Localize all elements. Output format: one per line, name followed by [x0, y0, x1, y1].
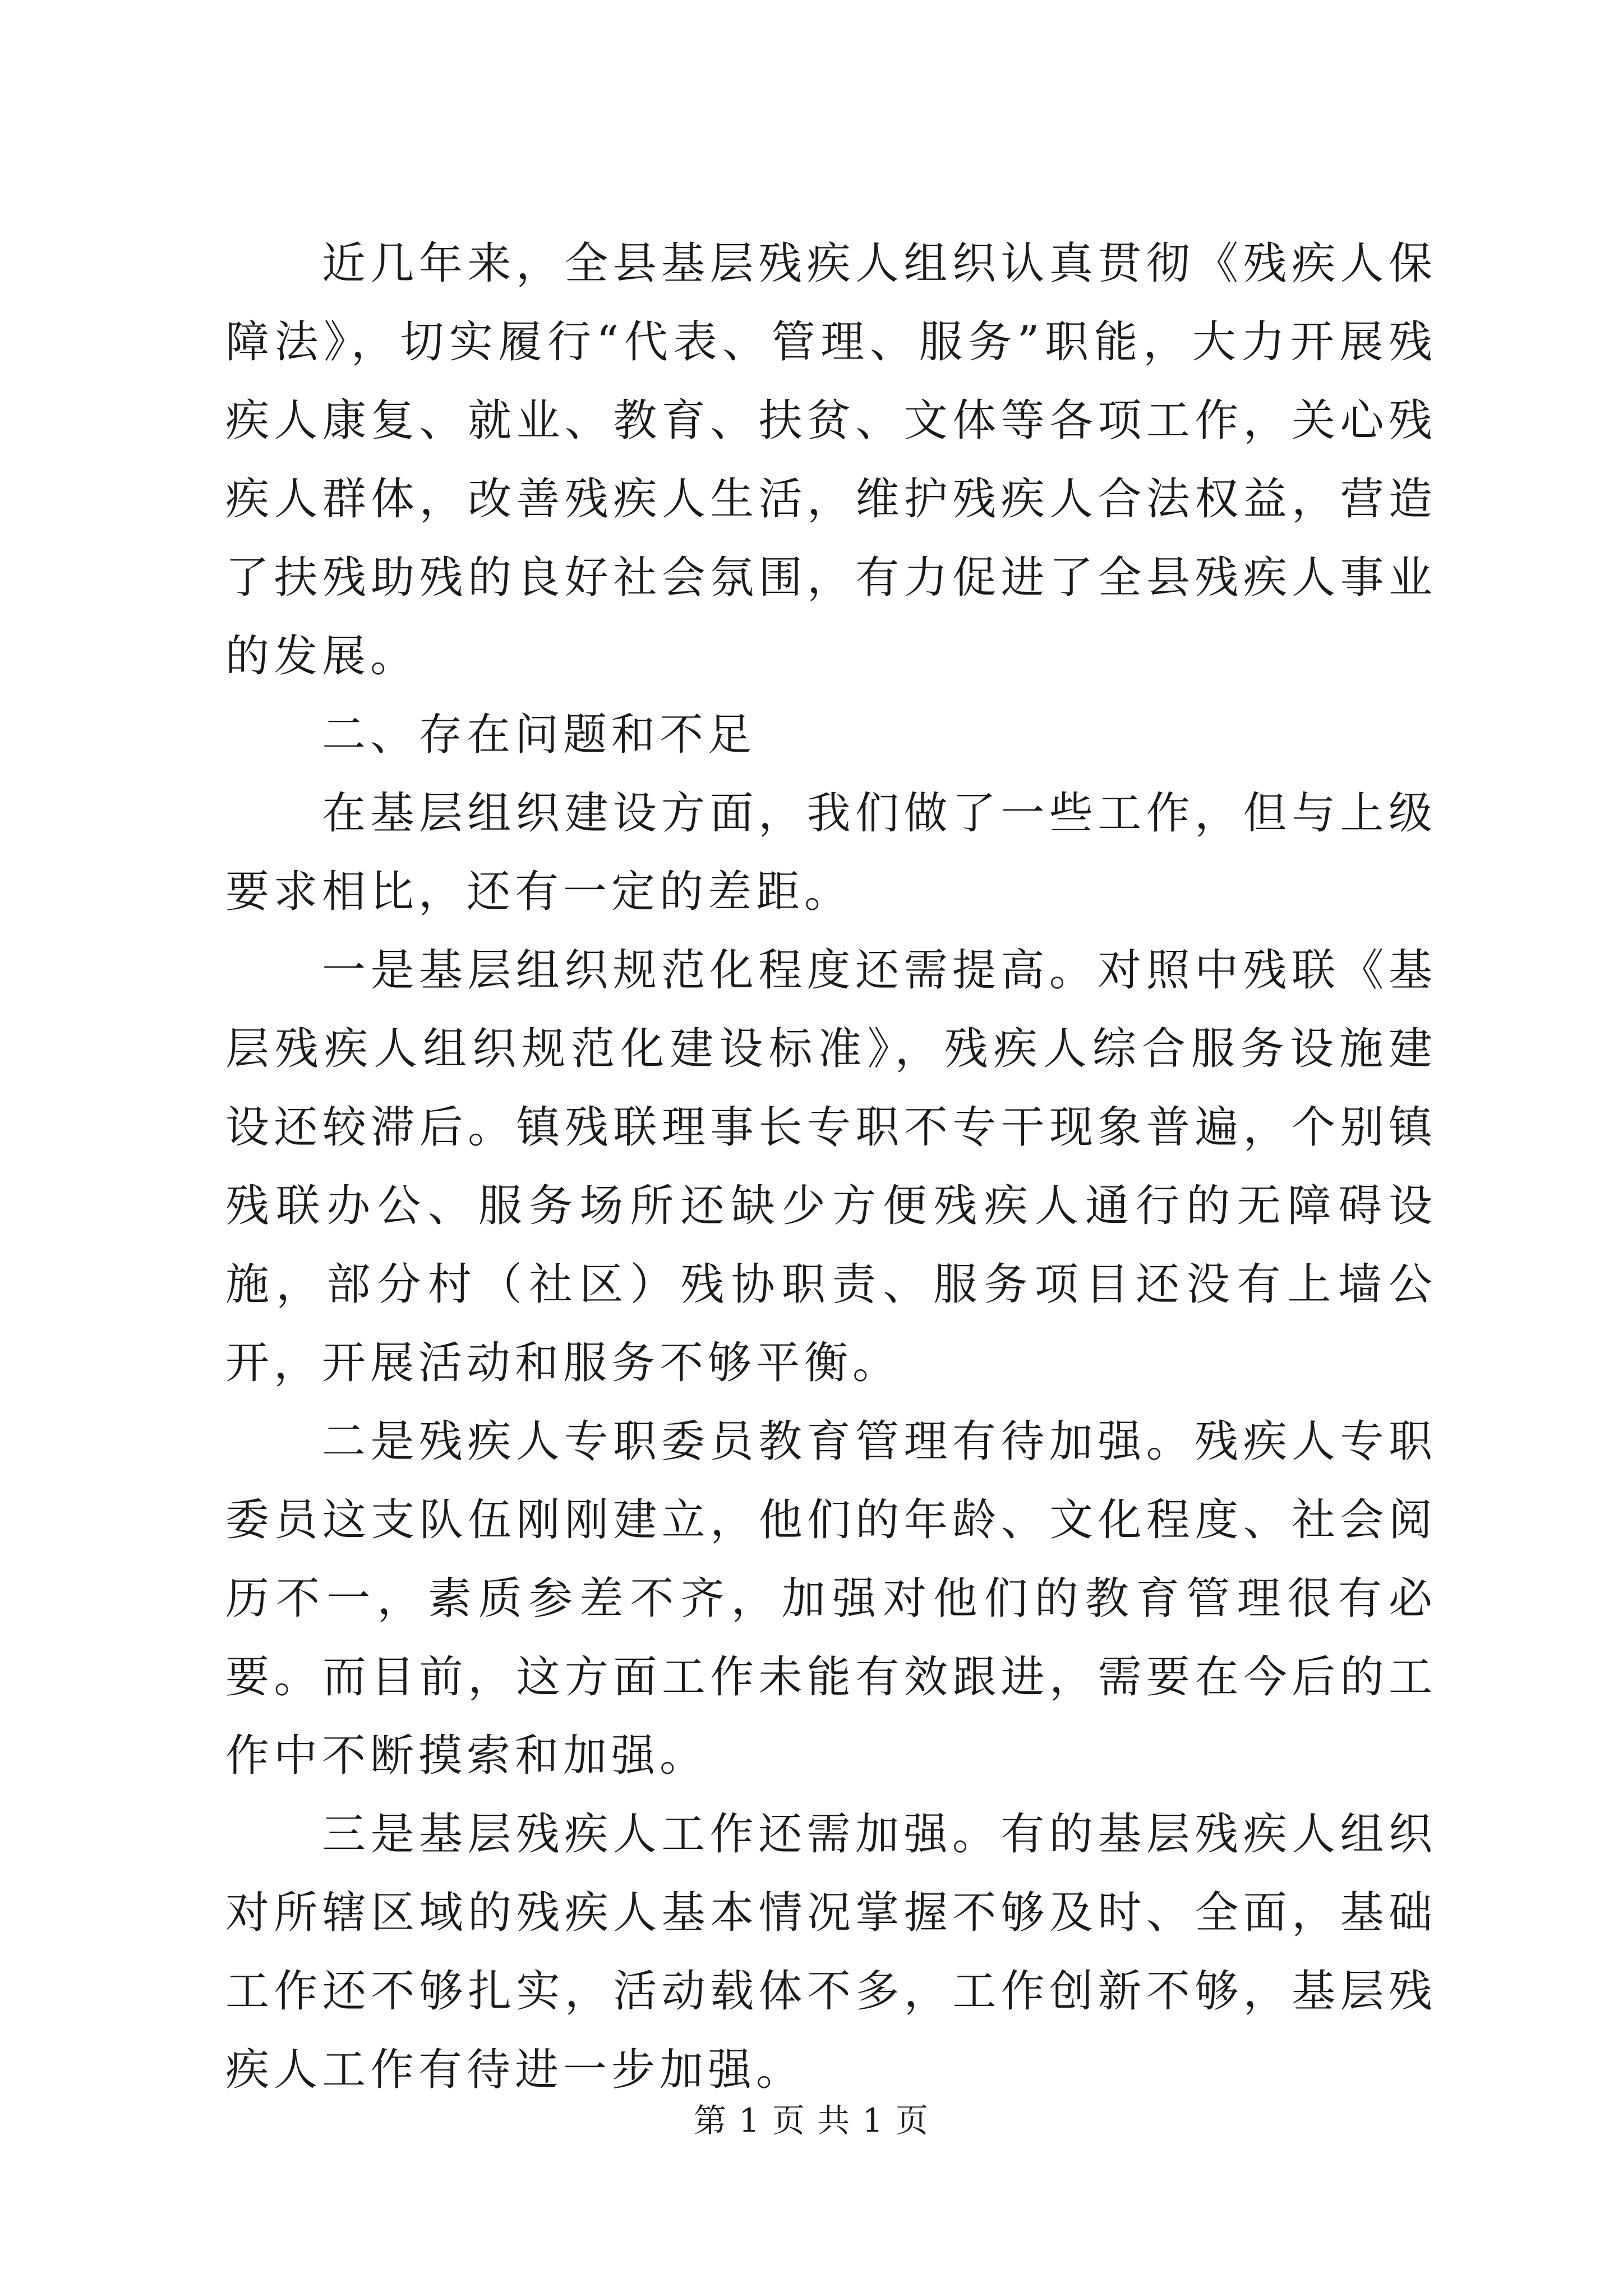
paragraph-point-two: 二是残疾人专职委员教育管理有待加强。残疾人专职委员这支队伍刚刚建立，他们的年龄、文化程度、社会阅历不一，素质参差不齐，加强对他们的教育管理很有必要。而目前，这方面工作未能有效跟进，需要在今后的工作中不断摸索和加强。 [225, 1416, 1437, 1781]
section-heading-problems: 二、存在问题和不足 [322, 710, 757, 760]
paragraph-point-one: 一是基层组织规范化程度还需提高。对照中残联《基层残疾人组织规范化建设标准》，残疾人综合服务设施建设还较滞后。镇残联理事长专职不专干现象普遍，个别镇残联办公、服务场所还缺少方便残疾人通行的无障碍设施，部分村（社区）残协职责、服务项目还没有上墙公开，开展活动和服务不够平衡。 [225, 945, 1437, 1388]
document-body [225, 224, 1437, 2109]
paragraph-intro: 近几年来，全县基层残疾人组织认真贯彻《残疾人保障法》，切实履行“代表、管理、服务”职能，大力开展残疾人康复、就业、教育、扶贫、文体等各项工作，关心残疾人群体，改善残疾人生活，维护残疾人合法权益，营造了扶残助残的良好社会氛围，有力促进了全县残疾人事业的发展。 [225, 238, 1437, 682]
paragraph-point-three: 三是基层残疾人工作还需加强。有的基层残疾人组织对所辖区域的残疾人基本情况掌握不够及时、全面，基础工作还不够扎实，活动载体不多，工作创新不够，基层残疾人工作有待进一步加强。 [225, 1809, 1437, 2095]
page-footer: 第 1 页 共 1 页 [694, 2101, 929, 2139]
paragraph-overview: 在基层组织建设方面，我们做了一些工作，但与上级要求相比，还有一定的差距。 [225, 788, 1437, 917]
